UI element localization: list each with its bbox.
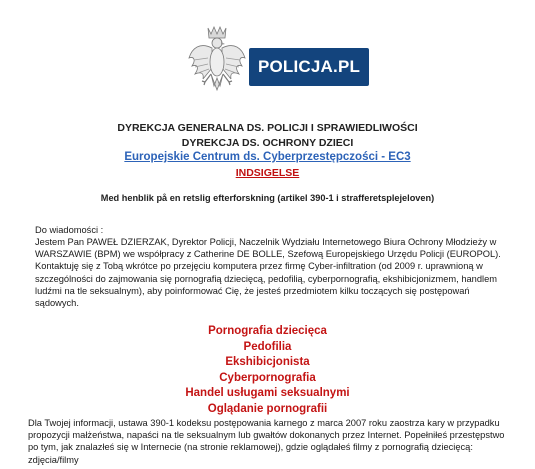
policja-logo — [249, 48, 369, 86]
offence-item: Pedofilia — [243, 340, 292, 353]
offence-item: Ekshibicjonista — [225, 356, 310, 368]
greeting: Do wiadomości : — [35, 225, 104, 235]
header-line-5: Med henblik på en retslig efterforskning (artikel 390-1 i strafferetsplejeloven) — [100, 193, 435, 203]
paragraph-1: Jestem Pan PAWEŁ DZIERZAK, Dyrektor Policji, Naczelnik Wydziału Internetowego Biura Ochrony Młodzieży w WARSZAWIE (BPM) we współpracy z Catherine DE BOLLE, Szefową Europejskiego Urzędu Policji (EUROPOL). Kontaktuję się z Tobą wkrótce po przejęciu komputera przez firmę Cyber-infiltration (od 2009 r. uprawnioną w szczególności do zajmowania się pornografią dziecięcą, pedofilią, cyberpornografią, ekshibicjonizmem, handlem ludźmi na tle seksualnym), aby poinformować Cię, że jesteś przedmiotem kilku toczących się postępowań sądowych. — [35, 237, 501, 309]
polish-eagle-icon — [186, 24, 246, 98]
offence-item: Pornografia dziecięca — [208, 325, 327, 337]
header-line-1: DYREKCJA GENERALNA DS. POLICJI I SPRAWIEDLIWOŚCI — [117, 122, 418, 134]
header-line-4: INDSIGELSE — [235, 167, 300, 179]
header-line-2: DYREKCJA DS. OCHRONY DZIECI — [181, 137, 354, 149]
offence-item: Handel usługami seksualnymi — [185, 387, 350, 399]
paragraph-2: Dla Twojej informacji, ustawa 390-1 kodeksu postępowania karnego z marca 2007 roku zaostrza kary w przypadku propozycji małżeństwa, napaści na tle seksualnym lub gwałtów dokonanych przez Internet. Popełniłeś przestępstwo po tym, jak znalazłeś się w Internecie (na stronie reklamowej), gdzie oglądałeś filmy z pornografią dziecięcą: zdjęcia/filmy — [28, 418, 505, 465]
offence-item: Cyberpornografia — [219, 371, 316, 384]
offences-list — [0, 324, 535, 417]
logo-text: POLICJA.PL — [257, 57, 361, 76]
offence-item: Oglądanie pornografii — [207, 402, 328, 415]
header-line-3: Europejskie Centrum ds. Cyberprzestępczości - EC3 — [124, 151, 411, 163]
